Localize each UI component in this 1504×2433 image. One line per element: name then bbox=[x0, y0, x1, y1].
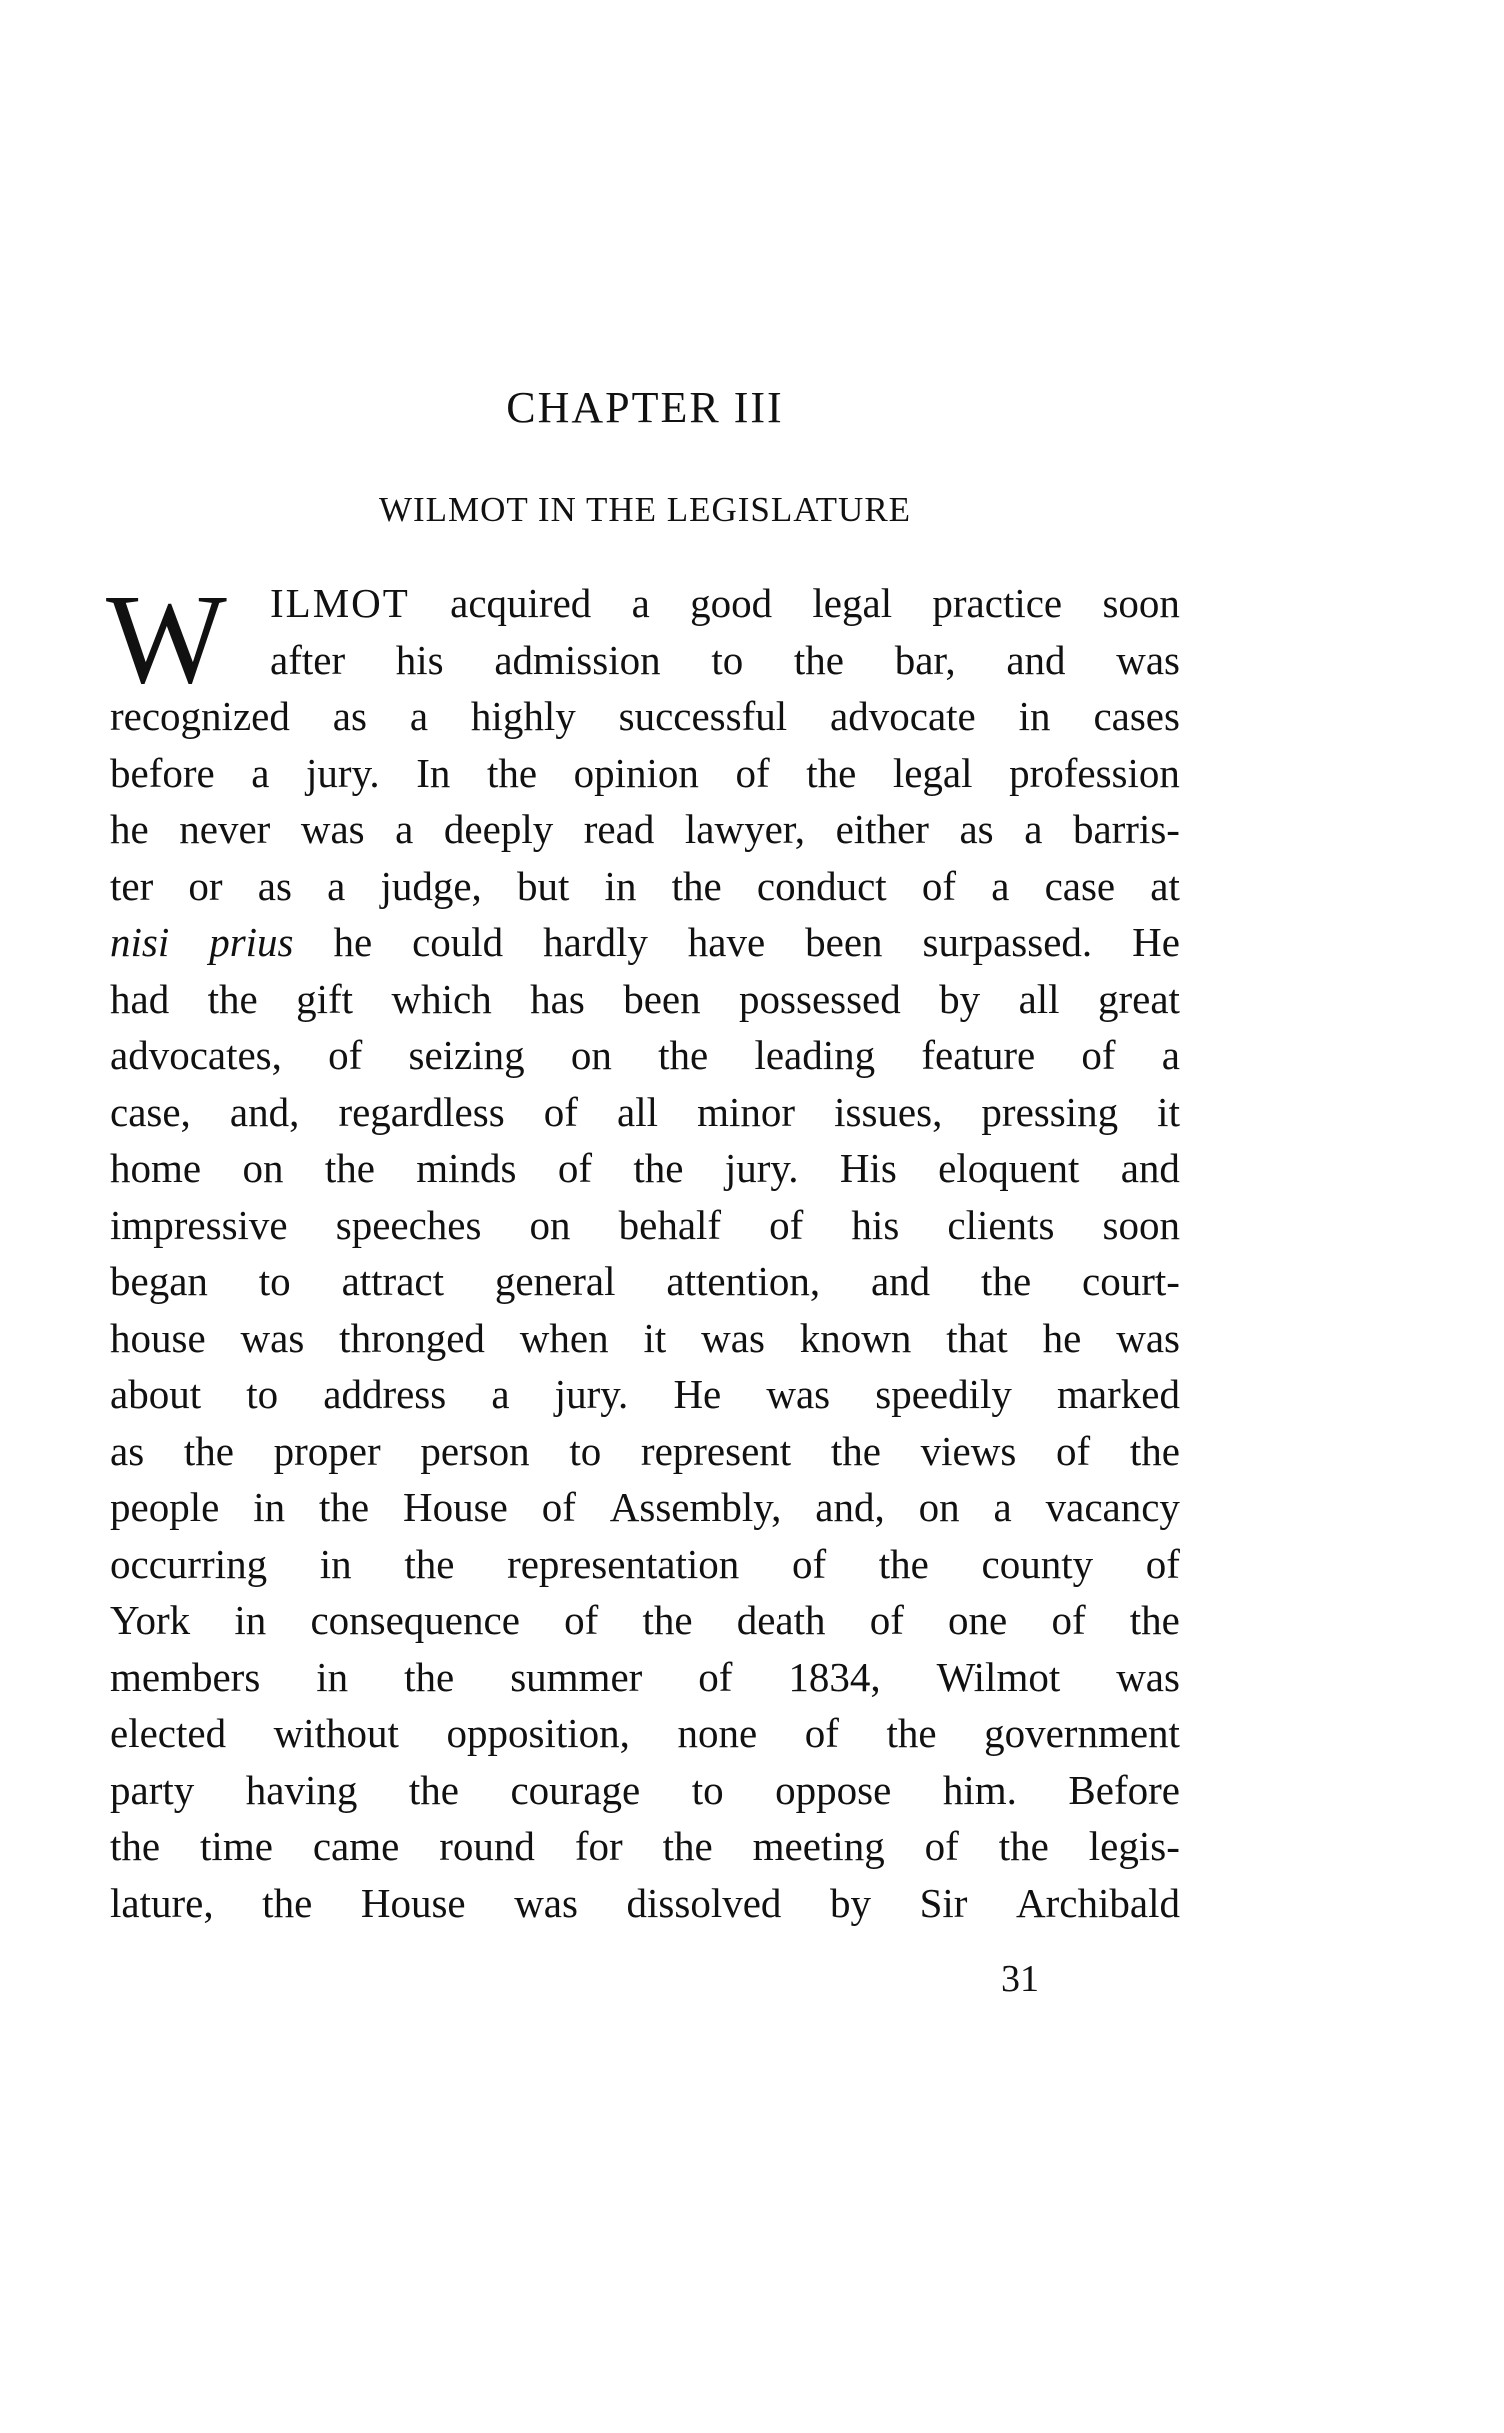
word: of bbox=[328, 1032, 363, 1078]
word: in bbox=[1018, 693, 1051, 739]
word: courage bbox=[510, 1766, 641, 1813]
word: his bbox=[851, 1201, 900, 1248]
word: ter bbox=[110, 862, 154, 909]
word: as bbox=[257, 862, 292, 909]
word: was bbox=[766, 1371, 831, 1417]
word: to bbox=[246, 1371, 279, 1417]
word: and bbox=[1120, 1145, 1180, 1191]
text-line bbox=[110, 801, 1180, 858]
word: dissolved bbox=[626, 1879, 782, 1926]
text-line bbox=[110, 745, 1180, 802]
word: elected bbox=[110, 1710, 227, 1756]
word: he bbox=[1042, 1314, 1082, 1361]
text-line bbox=[110, 1649, 1180, 1706]
word: of bbox=[804, 1710, 839, 1756]
word: was bbox=[300, 806, 365, 852]
word: conduct bbox=[756, 862, 887, 909]
text-line bbox=[110, 1084, 1180, 1141]
word: behalf bbox=[618, 1201, 722, 1248]
word: when bbox=[519, 1314, 609, 1361]
word: minor bbox=[697, 1088, 796, 1135]
word: the bbox=[324, 1145, 375, 1191]
word: he bbox=[110, 806, 149, 852]
word: vacancy bbox=[1045, 1484, 1180, 1530]
word: good bbox=[690, 580, 773, 626]
word: person bbox=[420, 1427, 530, 1474]
word: York bbox=[110, 1597, 191, 1643]
text-line bbox=[110, 1536, 1180, 1593]
word: as bbox=[959, 806, 994, 852]
word: the bbox=[878, 1540, 929, 1587]
text-line bbox=[110, 1479, 1180, 1536]
word: and bbox=[1006, 636, 1066, 683]
word: of bbox=[543, 1088, 578, 1135]
word: to bbox=[569, 1427, 602, 1474]
word: summer bbox=[510, 1653, 643, 1700]
word: advocate bbox=[830, 693, 976, 739]
word: eloquent bbox=[938, 1145, 1080, 1191]
word: and, bbox=[229, 1088, 300, 1135]
word: advocates, bbox=[110, 1032, 282, 1078]
text-line bbox=[110, 1762, 1180, 1819]
word: for bbox=[574, 1823, 623, 1869]
word: of bbox=[1145, 1540, 1180, 1587]
word: Sir bbox=[919, 1879, 968, 1926]
word: of bbox=[791, 1540, 827, 1587]
word: case, bbox=[110, 1088, 191, 1135]
chapter-body-text bbox=[106, 568, 1180, 1931]
word: barris- bbox=[1072, 806, 1180, 852]
word: Before bbox=[1068, 1766, 1180, 1813]
text-line bbox=[110, 1140, 1180, 1197]
word: of bbox=[698, 1653, 733, 1700]
word: it bbox=[643, 1314, 667, 1361]
text-line bbox=[110, 1310, 1180, 1367]
word: soon bbox=[1102, 1201, 1180, 1248]
word: the bbox=[1129, 1597, 1180, 1643]
text-line bbox=[110, 688, 1180, 745]
word: he bbox=[333, 919, 373, 965]
word: the bbox=[319, 1484, 370, 1530]
word: great bbox=[1098, 975, 1180, 1022]
word: hardly bbox=[543, 919, 648, 965]
word: of bbox=[564, 1597, 599, 1643]
word: in bbox=[234, 1597, 267, 1643]
word: represent bbox=[640, 1427, 792, 1474]
word: all bbox=[617, 1088, 658, 1135]
word: general bbox=[494, 1258, 616, 1304]
word: in bbox=[253, 1484, 286, 1530]
word: meeting bbox=[752, 1823, 885, 1869]
word: known bbox=[799, 1314, 912, 1361]
word: highly bbox=[470, 693, 576, 739]
word: issues, bbox=[834, 1088, 943, 1135]
text-line bbox=[110, 1423, 1180, 1480]
word: profession bbox=[1009, 749, 1180, 796]
word: without bbox=[273, 1710, 399, 1756]
word: in bbox=[316, 1653, 349, 1700]
word: admission bbox=[494, 636, 661, 683]
word: Assembly, bbox=[609, 1484, 782, 1530]
word: a bbox=[1024, 806, 1043, 852]
word: recognized bbox=[110, 693, 290, 739]
word: occurring bbox=[110, 1540, 268, 1587]
word: of bbox=[735, 749, 770, 796]
word: by bbox=[939, 975, 981, 1022]
word: In bbox=[416, 749, 451, 796]
word: the bbox=[658, 1032, 709, 1078]
first-word-small-caps: ILMOT bbox=[270, 580, 410, 626]
word: the bbox=[642, 1597, 693, 1643]
word: of bbox=[769, 1201, 804, 1248]
text-line bbox=[110, 858, 1180, 915]
word: opinion bbox=[573, 749, 699, 796]
word: successful bbox=[618, 693, 788, 739]
word: him. bbox=[942, 1766, 1017, 1813]
word: to bbox=[258, 1258, 291, 1304]
word: the bbox=[886, 1710, 937, 1756]
word: read bbox=[583, 806, 655, 852]
word: acquired bbox=[450, 580, 592, 626]
word: speeches bbox=[335, 1201, 482, 1248]
word: regardless bbox=[338, 1088, 505, 1135]
word: legal bbox=[812, 580, 893, 626]
word: was bbox=[514, 1879, 578, 1926]
word: which bbox=[391, 975, 492, 1022]
word: consequence bbox=[310, 1597, 520, 1643]
word: never bbox=[179, 806, 271, 852]
word: a bbox=[409, 693, 429, 739]
word: on bbox=[529, 1201, 571, 1248]
word: soon bbox=[1102, 580, 1180, 626]
word: having bbox=[245, 1766, 358, 1813]
word: had bbox=[110, 975, 170, 1022]
word: by bbox=[830, 1879, 872, 1926]
word: has bbox=[530, 975, 585, 1022]
word: party bbox=[110, 1766, 195, 1813]
word: 1834, bbox=[788, 1653, 881, 1700]
word: after bbox=[270, 636, 346, 683]
word: thronged bbox=[339, 1314, 485, 1361]
word: either bbox=[835, 806, 929, 852]
word: of bbox=[924, 1823, 959, 1869]
word: been bbox=[623, 975, 701, 1022]
text-line bbox=[110, 1818, 1180, 1875]
text-line bbox=[110, 1875, 1180, 1932]
word: the bbox=[183, 1427, 234, 1474]
word: surpassed. bbox=[922, 919, 1093, 965]
word: address bbox=[323, 1371, 447, 1417]
word: the bbox=[486, 749, 538, 796]
word: of bbox=[541, 1484, 576, 1530]
word: the bbox=[998, 1823, 1049, 1869]
word: the bbox=[1129, 1427, 1180, 1474]
word: prius bbox=[209, 919, 294, 965]
word: impressive bbox=[110, 1201, 288, 1248]
word: deeply bbox=[443, 806, 554, 852]
word: proper bbox=[273, 1427, 381, 1474]
word: the bbox=[408, 1766, 459, 1813]
word: time bbox=[200, 1823, 273, 1869]
word: to bbox=[691, 1766, 724, 1813]
word: and bbox=[870, 1258, 931, 1304]
word: the bbox=[671, 862, 722, 909]
word: House bbox=[403, 1484, 508, 1530]
word: minds bbox=[416, 1145, 517, 1191]
word: to bbox=[711, 636, 744, 683]
word: came bbox=[312, 1823, 400, 1869]
word: a bbox=[327, 862, 346, 909]
word: it bbox=[1157, 1088, 1180, 1135]
word: was bbox=[701, 1314, 765, 1361]
word: speedily bbox=[875, 1371, 1012, 1417]
word: lature, bbox=[110, 1879, 214, 1926]
text-line bbox=[110, 971, 1180, 1028]
word: marked bbox=[1057, 1371, 1180, 1417]
word: feature bbox=[921, 1032, 1036, 1078]
word: the bbox=[404, 1540, 455, 1587]
word: oppose bbox=[775, 1766, 892, 1813]
text-line bbox=[110, 1253, 1180, 1310]
word: the bbox=[404, 1653, 455, 1700]
word: He bbox=[673, 1371, 722, 1417]
word: lawyer, bbox=[684, 806, 806, 852]
word: attention, bbox=[666, 1258, 821, 1304]
word: of bbox=[1051, 1597, 1086, 1643]
word: the bbox=[207, 975, 258, 1022]
word: was bbox=[240, 1314, 305, 1361]
chapter-number: CHAPTER III bbox=[506, 383, 784, 432]
word: about bbox=[110, 1371, 202, 1417]
word: attract bbox=[341, 1258, 444, 1304]
word: on bbox=[918, 1484, 960, 1530]
word: House bbox=[360, 1879, 466, 1926]
word: representation bbox=[507, 1540, 740, 1587]
word: the bbox=[981, 1258, 1032, 1304]
word: leading bbox=[754, 1032, 876, 1078]
word: jury. bbox=[724, 1145, 799, 1191]
word: the bbox=[110, 1823, 161, 1869]
word: one bbox=[948, 1597, 1008, 1643]
word: in bbox=[604, 862, 637, 909]
word: home bbox=[110, 1145, 202, 1191]
word: people bbox=[110, 1484, 220, 1530]
word: the bbox=[830, 1427, 881, 1474]
word: a bbox=[631, 580, 650, 626]
word: a bbox=[1161, 1032, 1180, 1078]
word: He bbox=[1132, 919, 1180, 965]
word: Archibald bbox=[1016, 1879, 1180, 1926]
word: of bbox=[1081, 1032, 1116, 1078]
word: house bbox=[110, 1314, 206, 1361]
page-number: 31 bbox=[1001, 1958, 1039, 2000]
text-line bbox=[110, 1592, 1180, 1649]
chapter-title: WILMOT IN THE LEGISLATURE bbox=[378, 490, 912, 529]
word: jury. bbox=[306, 749, 380, 796]
word: the bbox=[793, 636, 844, 683]
word: as bbox=[332, 693, 367, 739]
word: legis- bbox=[1088, 1823, 1180, 1869]
text-line bbox=[110, 914, 1180, 971]
word: at bbox=[1150, 862, 1180, 909]
word: His bbox=[839, 1145, 897, 1191]
word: that bbox=[946, 1314, 1008, 1361]
word: Wilmot bbox=[936, 1653, 1061, 1700]
word: could bbox=[412, 919, 504, 965]
text-line bbox=[110, 1027, 1180, 1084]
drop-cap-letter: W bbox=[106, 568, 227, 710]
word: legal bbox=[892, 749, 973, 796]
word: of bbox=[869, 1597, 904, 1643]
word: a bbox=[993, 1484, 1012, 1530]
word: have bbox=[687, 919, 766, 965]
word: or bbox=[188, 862, 223, 909]
word: of bbox=[921, 862, 957, 909]
word: of bbox=[1055, 1427, 1091, 1474]
word: before bbox=[110, 749, 215, 796]
word: and, bbox=[815, 1484, 885, 1530]
word: but bbox=[516, 862, 570, 909]
word: the bbox=[262, 1879, 313, 1926]
word: was bbox=[1116, 636, 1180, 683]
word: gift bbox=[296, 975, 354, 1022]
word: as bbox=[110, 1427, 145, 1474]
word: case bbox=[1044, 862, 1116, 909]
word: clients bbox=[947, 1201, 1055, 1248]
word: court- bbox=[1082, 1258, 1180, 1304]
text-line bbox=[270, 575, 1180, 632]
word: was bbox=[1116, 1314, 1180, 1361]
word: all bbox=[1018, 975, 1060, 1022]
text-line bbox=[270, 632, 1180, 689]
word: judge, bbox=[380, 862, 482, 909]
word: pressing bbox=[981, 1088, 1119, 1135]
word: cases bbox=[1093, 693, 1180, 739]
word: a bbox=[991, 862, 1010, 909]
word: the bbox=[633, 1145, 684, 1191]
word: possessed bbox=[739, 975, 901, 1022]
word: none bbox=[677, 1710, 758, 1756]
word: a bbox=[251, 749, 270, 796]
word: of bbox=[557, 1145, 593, 1191]
word: his bbox=[395, 636, 444, 683]
word: was bbox=[1116, 1653, 1180, 1700]
word: seizing bbox=[408, 1032, 525, 1078]
word: on bbox=[570, 1032, 612, 1078]
word: on bbox=[242, 1145, 284, 1191]
word: a bbox=[491, 1371, 510, 1417]
word: views bbox=[920, 1427, 1017, 1474]
word: members bbox=[110, 1653, 261, 1700]
word: a bbox=[395, 806, 414, 852]
word: bar, bbox=[894, 636, 956, 683]
text-line bbox=[110, 1705, 1180, 1762]
word: round bbox=[439, 1823, 535, 1869]
word: in bbox=[319, 1540, 352, 1587]
word: government bbox=[984, 1710, 1180, 1756]
word: death bbox=[736, 1597, 826, 1643]
word: jury. bbox=[554, 1371, 629, 1417]
word: opposition, bbox=[446, 1710, 630, 1756]
text-line bbox=[110, 1366, 1180, 1423]
word: the bbox=[806, 749, 857, 796]
word: the bbox=[662, 1823, 713, 1869]
word: began bbox=[110, 1258, 208, 1304]
word: been bbox=[805, 919, 883, 965]
text-line bbox=[110, 1197, 1180, 1254]
word: county bbox=[981, 1540, 1094, 1587]
word: practice bbox=[932, 580, 1063, 626]
word: nisi bbox=[110, 919, 170, 965]
